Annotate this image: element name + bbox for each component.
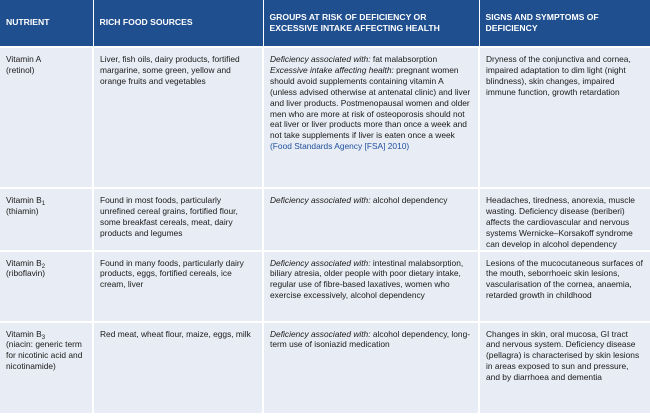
nutrient-cell — [0, 47, 93, 188]
risk-cell — [263, 322, 479, 413]
nutrient-cell — [0, 188, 93, 251]
nutrient-alias: (niacin: generic term for nicotinic acid and nicotinamide) — [6, 339, 83, 372]
nutrient-cell — [0, 251, 93, 322]
deficiency-label: Deficiency associated with: — [270, 195, 371, 205]
deficiency-label: Deficiency associated with: — [270, 54, 371, 64]
header-row — [0, 0, 650, 47]
nutrient-subscript: 3 — [41, 334, 46, 341]
deficiency-label: Deficiency associated with: — [270, 328, 371, 339]
table-row — [0, 47, 650, 188]
nutrient-cell — [0, 322, 93, 413]
symptoms-cell: Dryness of the conjunctiva and cornea, impaired adaptation to dim light (night blindness), skin changes, impaired immune function, growth retardation — [479, 47, 650, 188]
nutrient-alias: (retinol) — [6, 64, 35, 75]
sources-cell: Liver, fish oils, dairy products, fortified margarine, some green, yellow and orange fruits and vegetables — [93, 47, 263, 188]
risk-cell — [263, 251, 479, 322]
nutrient-alias: (thiamin) — [6, 205, 39, 216]
table-row — [0, 251, 650, 322]
symptoms-cell: Changes in skin, oral mucosa, GI tract and nervous system. Deficiency disease (pellagra) is characterised by skin lesions in areas exposed to sun and pressure, and by diarrhoea and dementia — [479, 322, 650, 413]
risk-cell — [263, 47, 479, 188]
nutrient-name: Vitamin B — [6, 257, 42, 268]
table-row — [0, 322, 650, 413]
deficiency-text: intestinal malabsorption, biliary atresia, older people with poor dietary intake, regular use of fibre-based laxatives, women who exercise excessively, alcohol dependency — [270, 257, 464, 301]
nutrient-name: Vitamin B — [6, 195, 42, 205]
header-risk: GROUPS AT RISK OF DEFICIENCY OR EXCESSIVE INTAKE AFFECTING HEALTH — [263, 0, 479, 47]
reference-link[interactable]: (Food Standards Agency [FSA] 2010) — [270, 141, 410, 152]
nutrient-name: Vitamin A — [6, 54, 42, 64]
header-nutrient: NUTRIENT — [0, 0, 93, 47]
header-sources: RICH FOOD SOURCES — [93, 0, 263, 47]
nutrient-subscript: 1 — [41, 201, 46, 207]
deficiency-text: alcohol dependency, long-term use of isoniazid medication — [270, 328, 471, 350]
nutrient-name: Vitamin B — [6, 328, 42, 339]
sources-cell: Found in most foods, particularly unrefined cereal grains, fortified flour, some breakfast cereals, meat, dairy products and legumes — [93, 188, 263, 251]
table-row — [0, 188, 650, 251]
deficiency-text: alcohol dependency — [370, 195, 448, 205]
risk-cell — [263, 188, 479, 251]
nutrient-alias: (riboflavin) — [6, 268, 46, 279]
excessive-label: Excessive intake affecting health: — [270, 64, 394, 75]
deficiency-label: Deficiency associated with: — [270, 257, 371, 268]
deficiency-text: fat malabsorption — [370, 54, 438, 64]
symptoms-cell: Lesions of the mucocutaneous surfaces of the mouth, seborrhoeic skin lesions, vascularisation of the cornea, anaemia, retarded growth in childhood — [479, 251, 650, 322]
sources-cell: Found in many foods, particularly dairy products, eggs, fortified cereals, ice cream, liver — [93, 251, 263, 322]
symptoms-cell: Headaches, tiredness, anorexia, muscle wasting. Deficiency disease (beriberi) affects the cardiovascular and nervous systems Wernicke–Korsakoff syndrome can develop in alcohol dependency — [479, 188, 650, 251]
sources-cell: Red meat, wheat flour, maize, eggs, milk — [93, 322, 263, 413]
header-symptoms: SIGNS AND SYMPTOMS OF DEFICIENCY — [479, 0, 650, 47]
excessive-text: pregnant women should avoid supplements containing vitamin A (unless advised otherwise at antenatal clinic) and liver and liver products. Postmenopausal women and older men who are more at risk of osteoporosis should not eat liver or liver products more than once a week and not take supplements if liver is eaten once a week — [270, 64, 471, 141]
nutrient-subscript: 2 — [41, 263, 46, 270]
